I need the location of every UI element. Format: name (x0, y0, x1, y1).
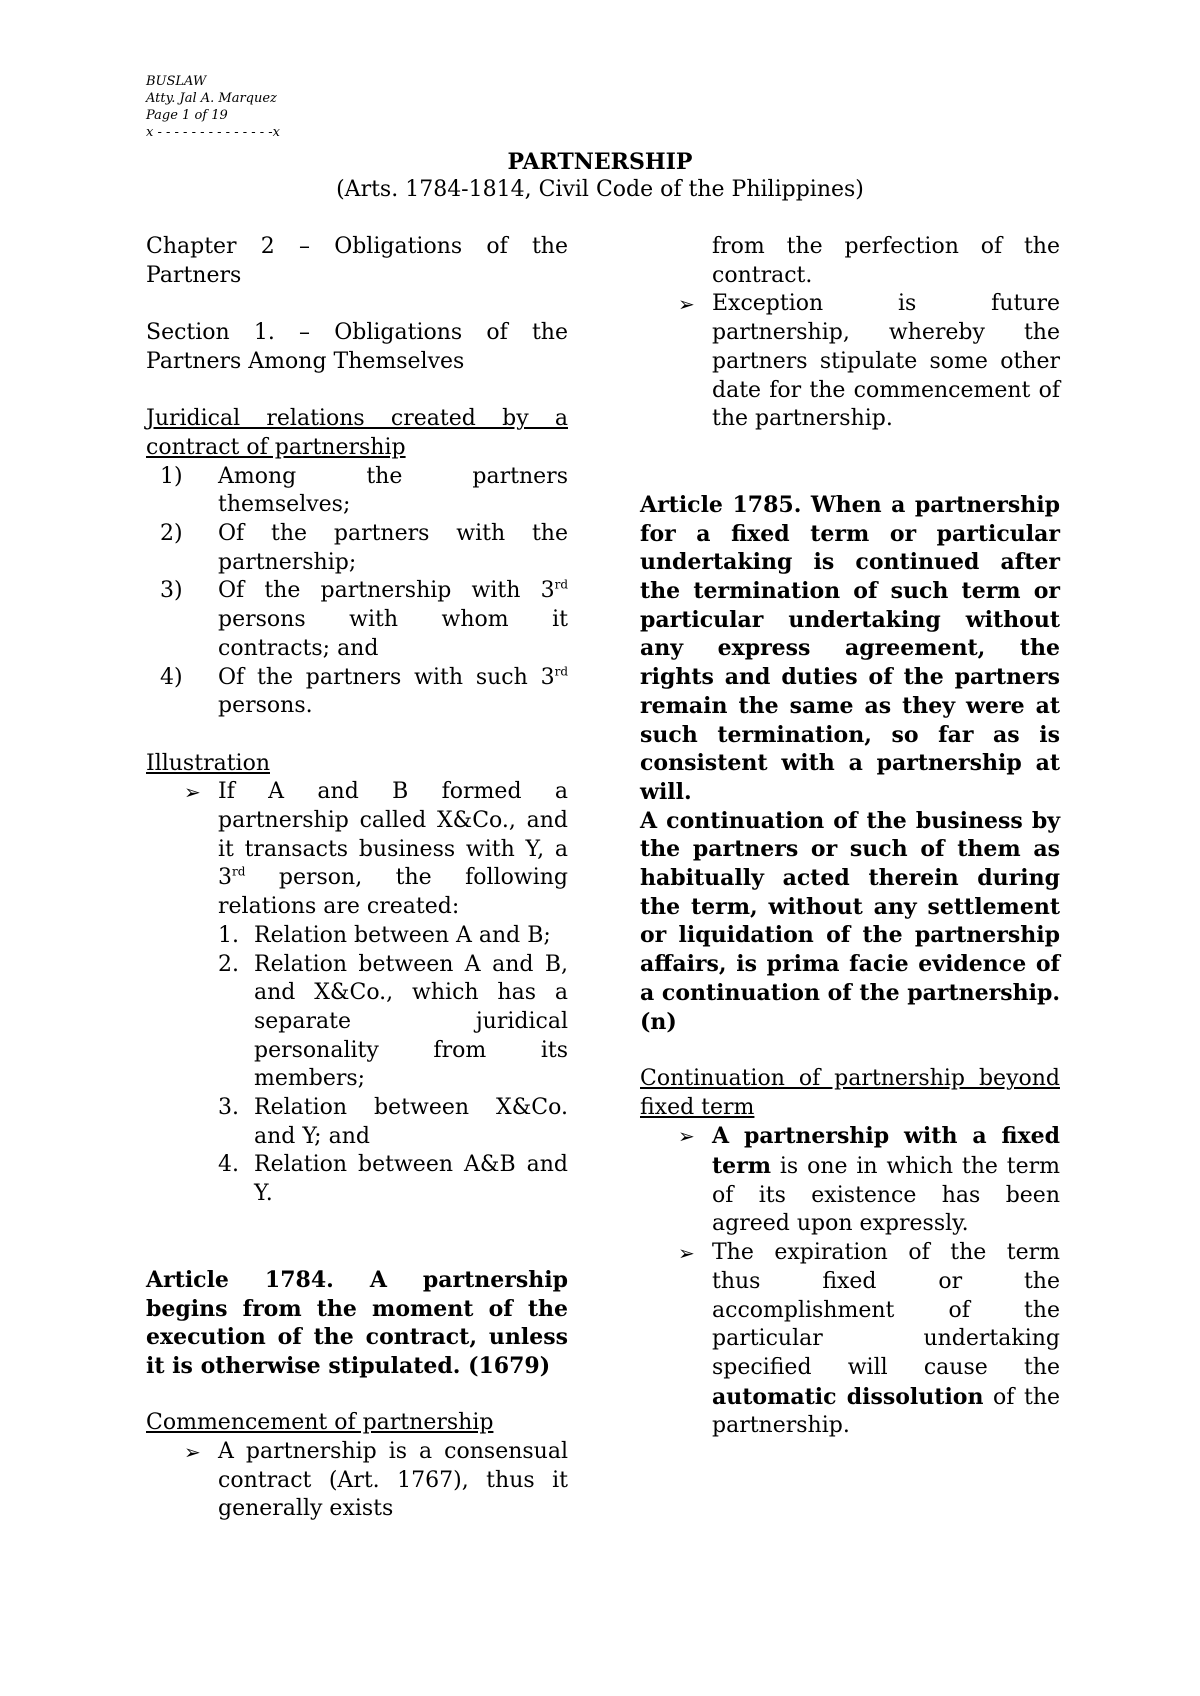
list-item (146, 778, 568, 922)
list-item-text: Relation between X&Co. and Y; and (254, 1095, 568, 1149)
illustration-text: person, the following relations are created: (218, 865, 568, 920)
commencement-list (146, 1438, 568, 1524)
list-item (146, 951, 568, 1095)
list-item-text: Relation between A and B; (254, 922, 551, 948)
arrow-bullet-icon: ➢ (678, 1124, 695, 1149)
ordinal-suffix: rd (554, 664, 568, 679)
title-block (0, 148, 1200, 204)
juridical-relations-heading: Juridical relations created by a contract of partnership (146, 406, 568, 460)
document-title: PARTNERSHIP (507, 149, 693, 175)
list-marker: 2) (160, 521, 183, 546)
list-marker: 1) (160, 463, 183, 489)
list-marker: 4) (160, 664, 183, 690)
list-item (146, 1438, 568, 1524)
exception-text: Exception is future partnership, whereby the partners stipulate some other date for the commencement of the partnership. (712, 291, 1060, 432)
page-number: Page 1 of 19 (146, 108, 228, 123)
list-item (640, 290, 1060, 434)
article-1785-paragraph-1: Article 1785. When a partnership for a fixed term or particular undertaking is continued after the termination of such term or particular undertaking without any express agreement, the rights and duties of the partners remain the same as they were at such termination, so far as is consistent with a partnership at will. (640, 491, 1060, 805)
continuation-heading: Continuation of partnership beyond fixed term (640, 1065, 1060, 1120)
article-1784: Article 1784. A partnership begins from the moment of the execution of the contract, unless it is otherwise stipulated. (1679) (146, 1266, 568, 1379)
arrow-bullet-icon: ➢ (184, 1440, 201, 1465)
list-item (146, 463, 568, 520)
expiration-text: of the partnership. (712, 1384, 1061, 1439)
left-column (146, 233, 568, 1524)
relations-list (146, 922, 568, 1209)
list-marker: 2. (218, 951, 239, 977)
ordinal-suffix: rd (554, 578, 568, 593)
illustration-heading: Illustration (146, 750, 270, 776)
juridical-relations-list (146, 463, 568, 721)
list-item-text: persons. (218, 693, 313, 719)
fixed-term-text: is one in which the term of its existence has been agreed upon expressly. (712, 1154, 1060, 1237)
commencement-heading: Commencement of partnership (146, 1410, 494, 1436)
page-header (146, 73, 280, 141)
list-marker: 3. (218, 1095, 239, 1121)
list-item-text: Of the partners with the partnership; (218, 521, 568, 575)
header-separator: x - - - - - - - - - - - - - -x (146, 125, 281, 140)
fixed-term-bold: A partnership with a fixed term (712, 1123, 1060, 1180)
chapter-heading: Chapter 2 – Obligations of the Partners (146, 234, 568, 288)
continuation-list (640, 1122, 1060, 1441)
commencement-text: A partnership is a consensual contract (Art. 1767), thus it generally exists (218, 1439, 568, 1522)
commencement-continuation: from the perfection of the contract. (712, 234, 1060, 288)
list-item (146, 664, 568, 721)
author-name: Atty. Jal A. Marquez (146, 91, 277, 106)
illustration-text: If A and B formed a partnership called X&Co., and it transacts business with Y, a 3 (218, 779, 568, 891)
exception-list (640, 290, 1060, 434)
arrow-bullet-icon: ➢ (184, 780, 201, 805)
section-heading: Section 1. – Obligations of the Partners Among Themselves (146, 320, 568, 374)
document-subtitle: (Arts. 1784-1814, Civil Code of the Philippines) (336, 177, 864, 202)
list-marker: 4. (218, 1152, 239, 1178)
list-item (146, 1151, 568, 1208)
list-marker: 1. (218, 922, 239, 948)
list-item (146, 1094, 568, 1151)
article-1785-paragraph-2: A continuation of the business by the partners or such of them as habitually acted therein during the term, without any settlement or liquidation of the partnership affairs, is prima facie evidence of a continuation of the partnership. (n) (640, 807, 1060, 1035)
list-item (640, 1122, 1060, 1239)
arrow-bullet-icon: ➢ (678, 1241, 695, 1266)
illustration-list (146, 778, 568, 922)
ordinal-suffix: rd (232, 865, 246, 880)
list-item-text: Relation between A&B and Y. (254, 1152, 568, 1207)
expiration-text: The expiration of the term thus fixed or the accomplishment of the particular undertaking specified will cause the (712, 1240, 1060, 1380)
list-item (146, 922, 568, 951)
course-name: BUSLAW (146, 74, 207, 89)
right-column (640, 233, 1060, 1441)
automatic-dissolution-bold: automatic dissolution (712, 1383, 984, 1410)
list-item (146, 577, 568, 663)
list-item-text: Of the partnership with 3 (218, 578, 555, 604)
list-item (146, 520, 568, 577)
list-item (640, 1239, 1060, 1441)
list-marker: 3) (160, 578, 183, 604)
arrow-bullet-icon: ➢ (678, 292, 695, 317)
list-item-text: persons with whom it contracts; and (218, 607, 568, 661)
list-item-text: Relation between A and B, and X&Co., which has a separate juridical personality from its members; (254, 951, 568, 1092)
list-item-text: Of the partners with such 3 (218, 664, 555, 690)
list-item-text: Among the partners themselves; (218, 463, 568, 518)
